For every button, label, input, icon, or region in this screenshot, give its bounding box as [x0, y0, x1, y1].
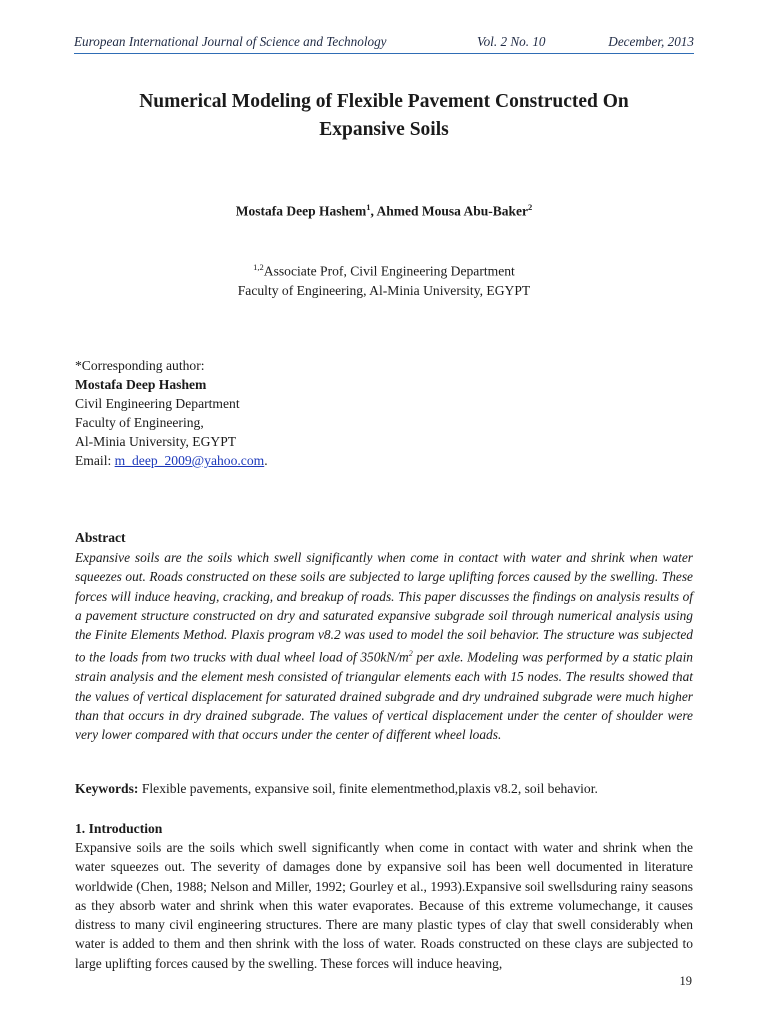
header-rule — [74, 53, 694, 54]
affiliation-position: Associate Prof, Civil Engineering Department — [263, 263, 515, 279]
corresponding-department: Civil Engineering Department — [75, 396, 240, 411]
issue-date: December, 2013 — [608, 34, 694, 49]
author-1-affiliation-mark: 1 — [366, 202, 371, 212]
corresponding-name: Mostafa Deep Hashem — [75, 377, 207, 392]
email-link[interactable]: m_deep_2009@yahoo.com — [114, 453, 265, 468]
affiliation-block — [74, 258, 694, 300]
affiliation-mark: 1,2 — [253, 262, 264, 272]
author-2-affiliation-mark: 2 — [528, 202, 533, 212]
keywords-line — [75, 779, 693, 799]
author-2-name: Ahmed Mousa Abu-Baker — [376, 203, 529, 219]
affiliation-line-1 — [74, 258, 694, 281]
corresponding-label: *Corresponding author: — [75, 358, 205, 373]
abstract-body — [75, 548, 693, 744]
page-number: 19 — [679, 974, 692, 988]
abstract-superscript: 2 — [408, 649, 413, 659]
author-list — [74, 202, 694, 220]
journal-name: European International Journal of Science and Technology — [74, 34, 387, 49]
running-header — [74, 34, 694, 54]
affiliation-line-2: Faculty of Engineering, Al-Minia University, EGYPT — [237, 282, 531, 298]
keywords-label: Keywords: — [75, 781, 139, 796]
introduction-body: Expansive soils are the soils which swell significantly when come in contact with water and shrink when the water squeezes out. The severity of damages done by expansive soil has been well documented in literature worldwide (Chen, 1988; Nelson and Miller, 1992; Gourley et al., 1993).Expansive soil swellsduring rainy seasons as they absorb water and shrink when this water evaporates. Because of this extreme volumechange, it causes distress to many civil engineering structures. There are many plastic types of clay that swell considerably when water is added to them and then shrink with the loss of water. Roads constructed on these clays are subjected to large uplifting forces caused by the swelling. These forces will induce heaving, — [75, 840, 693, 971]
corresponding-university: Al-Minia University, EGYPT — [75, 434, 237, 449]
title-line-2: Expansive Soils — [319, 119, 449, 140]
abstract-section — [75, 528, 693, 744]
email-trailing-period: . — [264, 453, 268, 468]
abstract-heading: Abstract — [75, 530, 126, 545]
corresponding-faculty: Faculty of Engineering, — [75, 415, 204, 430]
title-line-1: Numerical Modeling of Flexible Pavement Constructed On — [139, 91, 629, 112]
journal-volume: Vol. 2 No. 10 — [477, 34, 546, 49]
keywords-text: Flexible pavements, expansive soil, finite elementmethod,plaxis v8.2, soil behavior. — [138, 781, 598, 796]
paper-title — [74, 88, 694, 144]
corresponding-email-line — [75, 451, 475, 470]
abstract-text-part-1: Expansive soils are the soils which swell significantly when come in contact with water and shrink when water squeezes out. Roads constructed on these soils are subjected to large uplifting forces caused by the swelling. These forces will induce heaving, cracking, and breakup of roads. This paper discusses the findings on analysis results of a pavement structure constructed on dry and saturated expansive subgrade soil through numerical analysis using the Finite Elements Method. Plaxis program v8.2 was used to model the soil behavior. The structure was subjected to the loads from two trucks with dual wheel load of 350kN/m — [75, 550, 693, 665]
email-label: Email: — [75, 453, 115, 468]
abstract-text-part-2: per axle. Modeling was performed by a static plain strain analysis and the element mesh consisted of triangular elements each with 15 nodes. The results showed that the values of vertical displacement for saturated drained subgrade and dry undrained subgrade were much higher than that occurs in dry drained subgrade. The values of vertical displacement under the center of shoulder were very lower compared with that occurs under the center of different wheel loads. — [75, 649, 694, 743]
introduction-section — [75, 819, 693, 973]
introduction-heading: 1. Introduction — [75, 821, 163, 836]
author-1-name: Mostafa Deep Hashem — [235, 203, 367, 219]
corresponding-author-block — [75, 356, 475, 470]
author-separator: , — [370, 203, 377, 219]
